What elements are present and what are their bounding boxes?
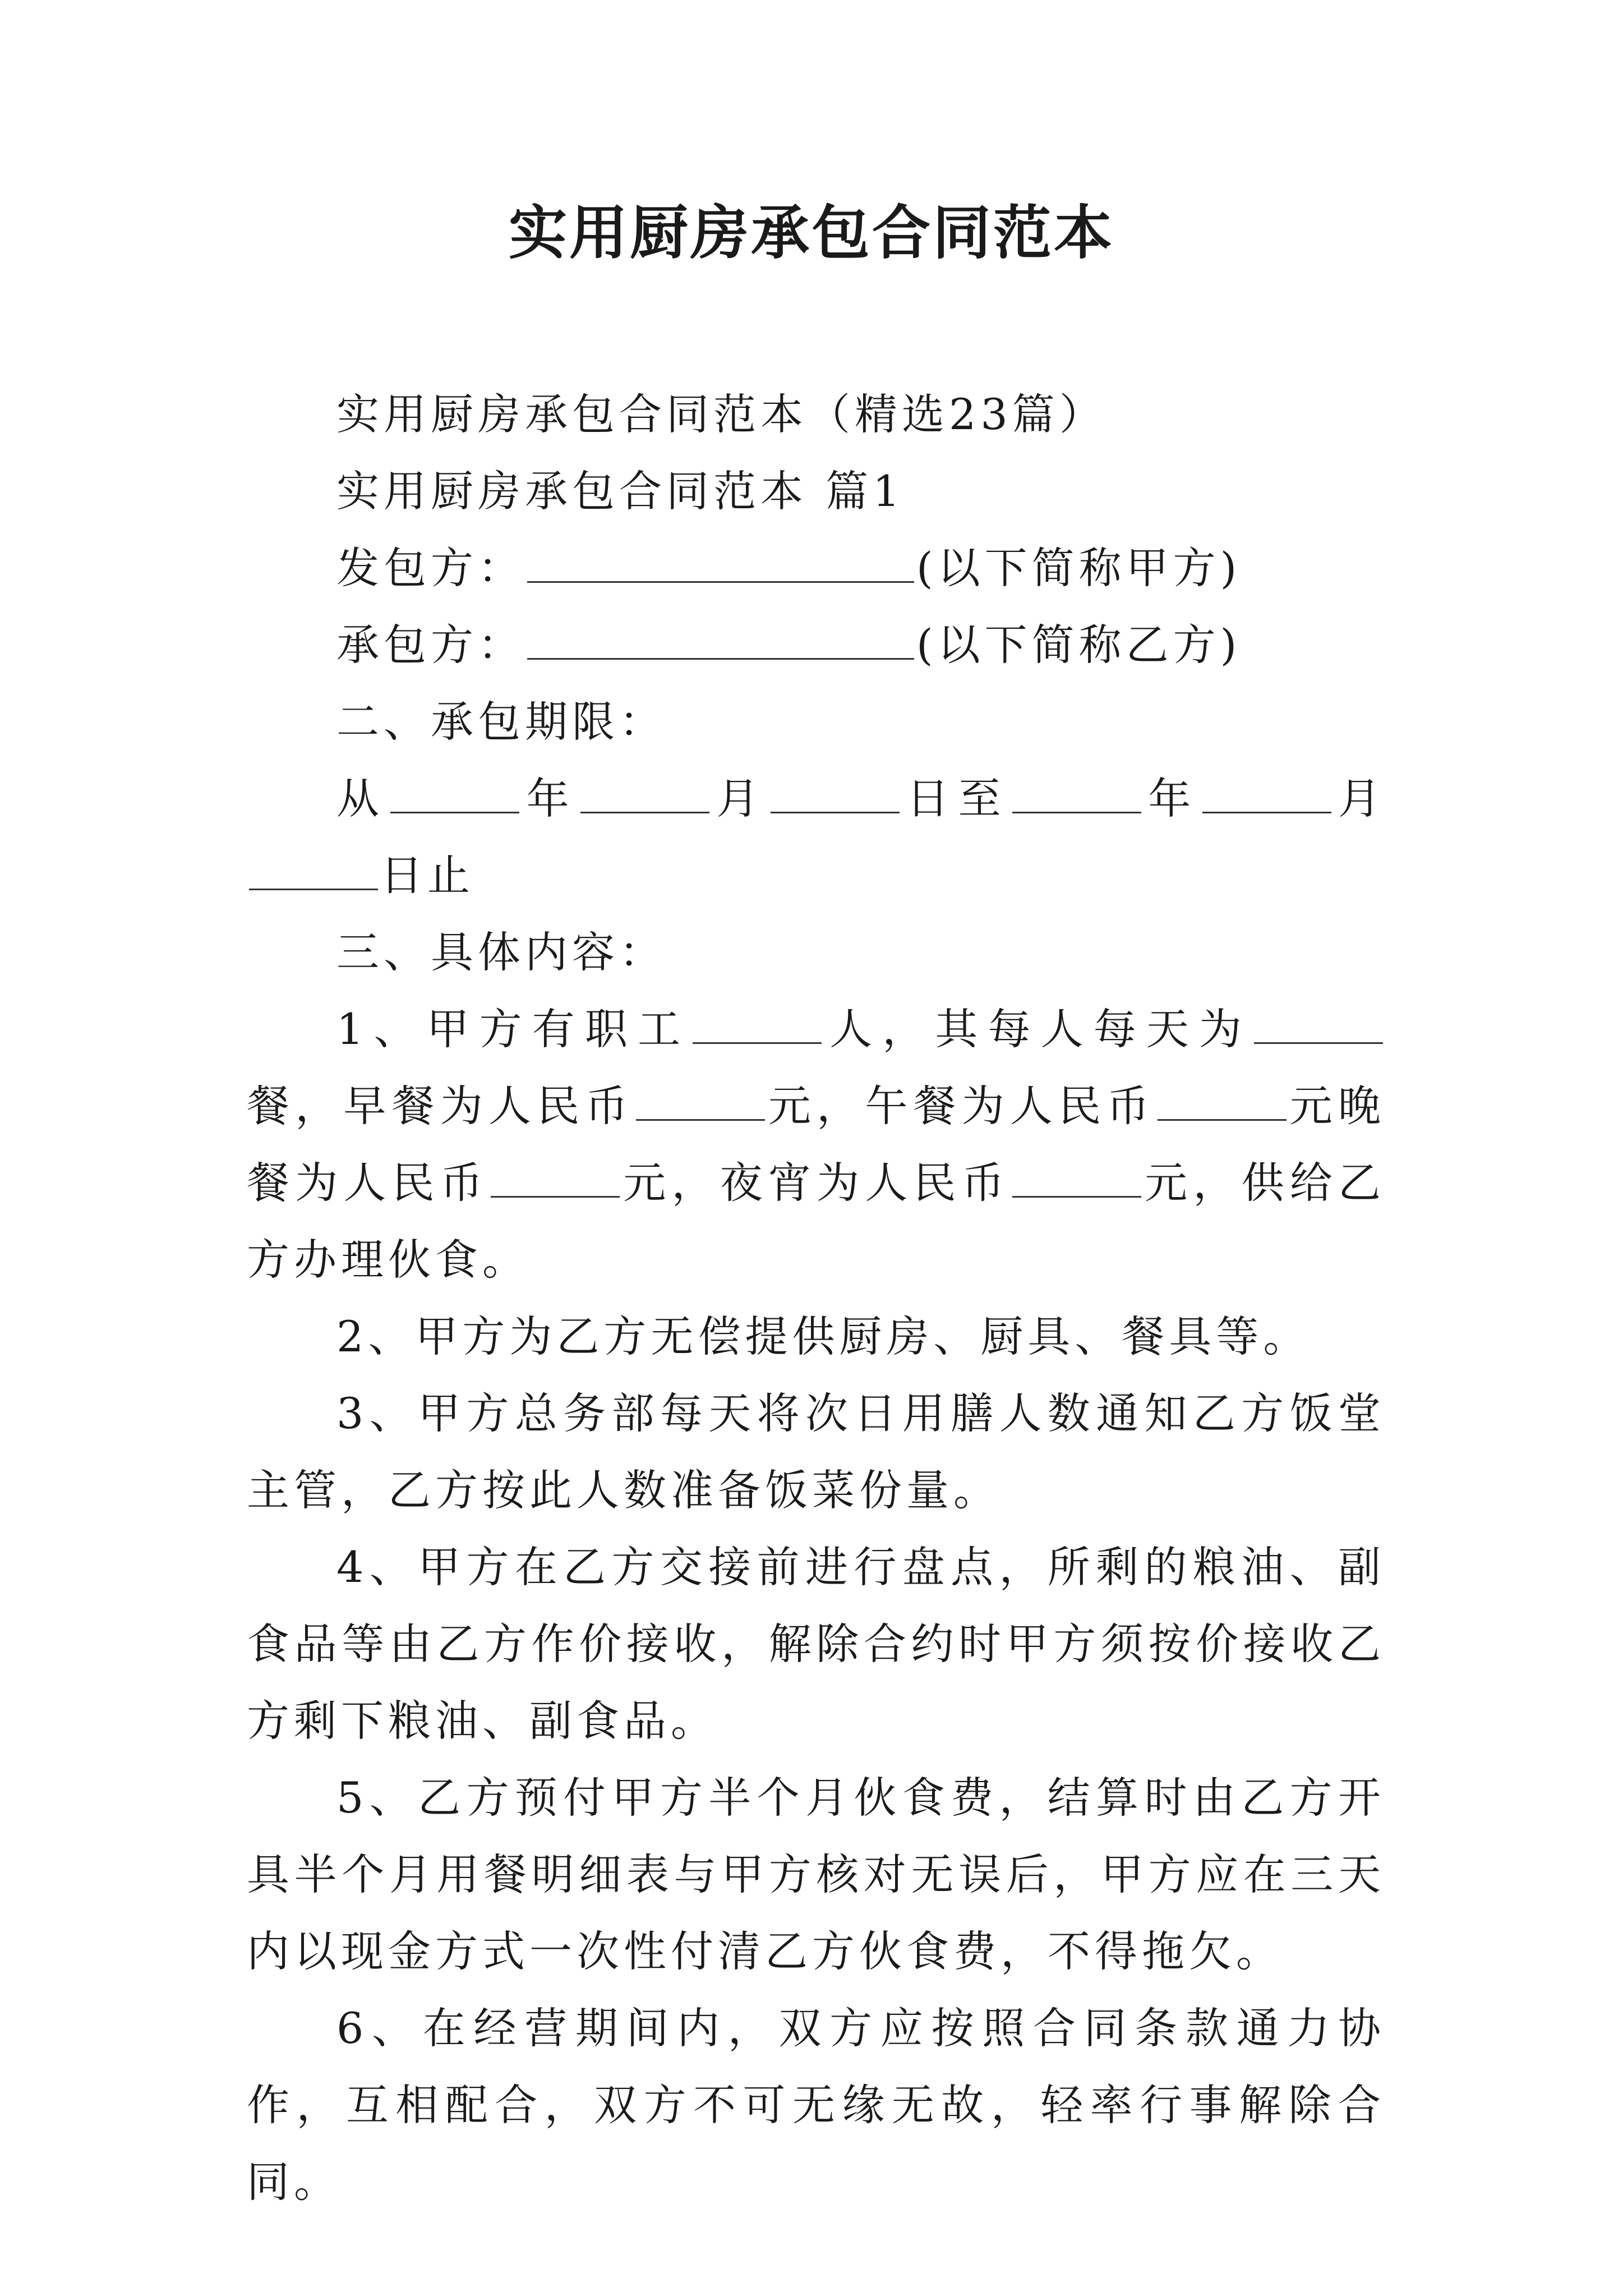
party-a-suffix: (以下简称甲方) — [916, 543, 1242, 593]
party-a-label: 发包方： — [336, 543, 525, 593]
party-b-label: 承包方： — [336, 620, 525, 670]
term-blank — [580, 775, 709, 813]
section-heading: 实用厨房承包合同范本 篇1 — [336, 466, 905, 516]
content-heading: 三、具体内容： — [336, 927, 666, 977]
term-day-end: 日止 — [380, 850, 474, 900]
document-body — [247, 376, 1385, 2220]
term-blank — [771, 775, 900, 813]
clause-1-part: 1、甲方有职工 — [336, 1004, 691, 1054]
clause-1-blank — [693, 1005, 822, 1044]
clause-1-part: 餐，早餐为人民币 — [247, 1081, 634, 1131]
term-month1: 月 — [712, 774, 768, 823]
clause-5: 5、乙方预付甲方半个月伙食费，结算时由乙方开具半个月用餐明细表与甲方核对无误后，甲方应在三天内以现金方式一次性付清乙方伙食费，不得拖欠。 — [247, 1773, 1385, 1976]
document-title: 实用厨房承包合同范本 — [508, 198, 1114, 267]
term-blank — [249, 852, 378, 890]
clause-1 — [247, 991, 1385, 1298]
clause-3: 3、甲方总务部每天将次日用膳人数通知乙方饭堂主管，乙方按此人数准备饭菜份量。 — [247, 1388, 1385, 1515]
clause-1-blank — [636, 1082, 765, 1121]
clause-1-blank — [1254, 1005, 1383, 1044]
clause-1-blank — [1012, 1159, 1141, 1198]
term-blank — [390, 775, 519, 813]
clause-1-blank — [491, 1159, 620, 1198]
party-a-line — [247, 530, 1385, 606]
term-year1: 年 — [522, 774, 579, 823]
term-blank — [1202, 775, 1331, 813]
clause-6: 6、在经营期间内，双方应按照合同条款通力协作，互相配合，双方不可无缘无故，轻率行事解除合同。 — [247, 2003, 1385, 2207]
clause-1-part: 元，夜宵为人民币 — [622, 1158, 1010, 1208]
clause-1-part: 元，午餐为人民币 — [767, 1081, 1155, 1131]
party-a-blank — [527, 544, 914, 583]
term-month2: 月 — [1333, 774, 1386, 823]
clause-1-blank — [1158, 1082, 1287, 1121]
term-blank — [1012, 775, 1141, 813]
clause-1-part: 元晚餐为人民币 — [247, 1081, 1386, 1208]
term-from: 从 — [336, 774, 389, 823]
party-b-suffix: (以下简称乙方) — [916, 620, 1242, 670]
term-line — [247, 760, 1385, 914]
term-heading: 二、承包期限： — [336, 697, 666, 747]
subtitle: 实用厨房承包合同范本（精选23篇） — [336, 389, 1106, 439]
clause-2: 2、甲方为乙方无偿提供厨房、厨具、餐具等。 — [336, 1312, 1311, 1361]
term-year2: 年 — [1143, 774, 1200, 823]
party-b-line — [247, 606, 1385, 683]
clause-1-part: 人，其每人每天为 — [824, 1004, 1252, 1054]
term-day-to: 日至 — [901, 774, 1010, 823]
party-b-blank — [527, 621, 914, 660]
clause-4: 4、甲方在乙方交接前进行盘点，所剩的粮油、副食品等由乙方作价接收，解除合约时甲方须按价接收乙方剩下粮油、副食品。 — [247, 1542, 1385, 1746]
clause-1-part: 元，供给乙方办理伙食。 — [247, 1158, 1386, 1285]
